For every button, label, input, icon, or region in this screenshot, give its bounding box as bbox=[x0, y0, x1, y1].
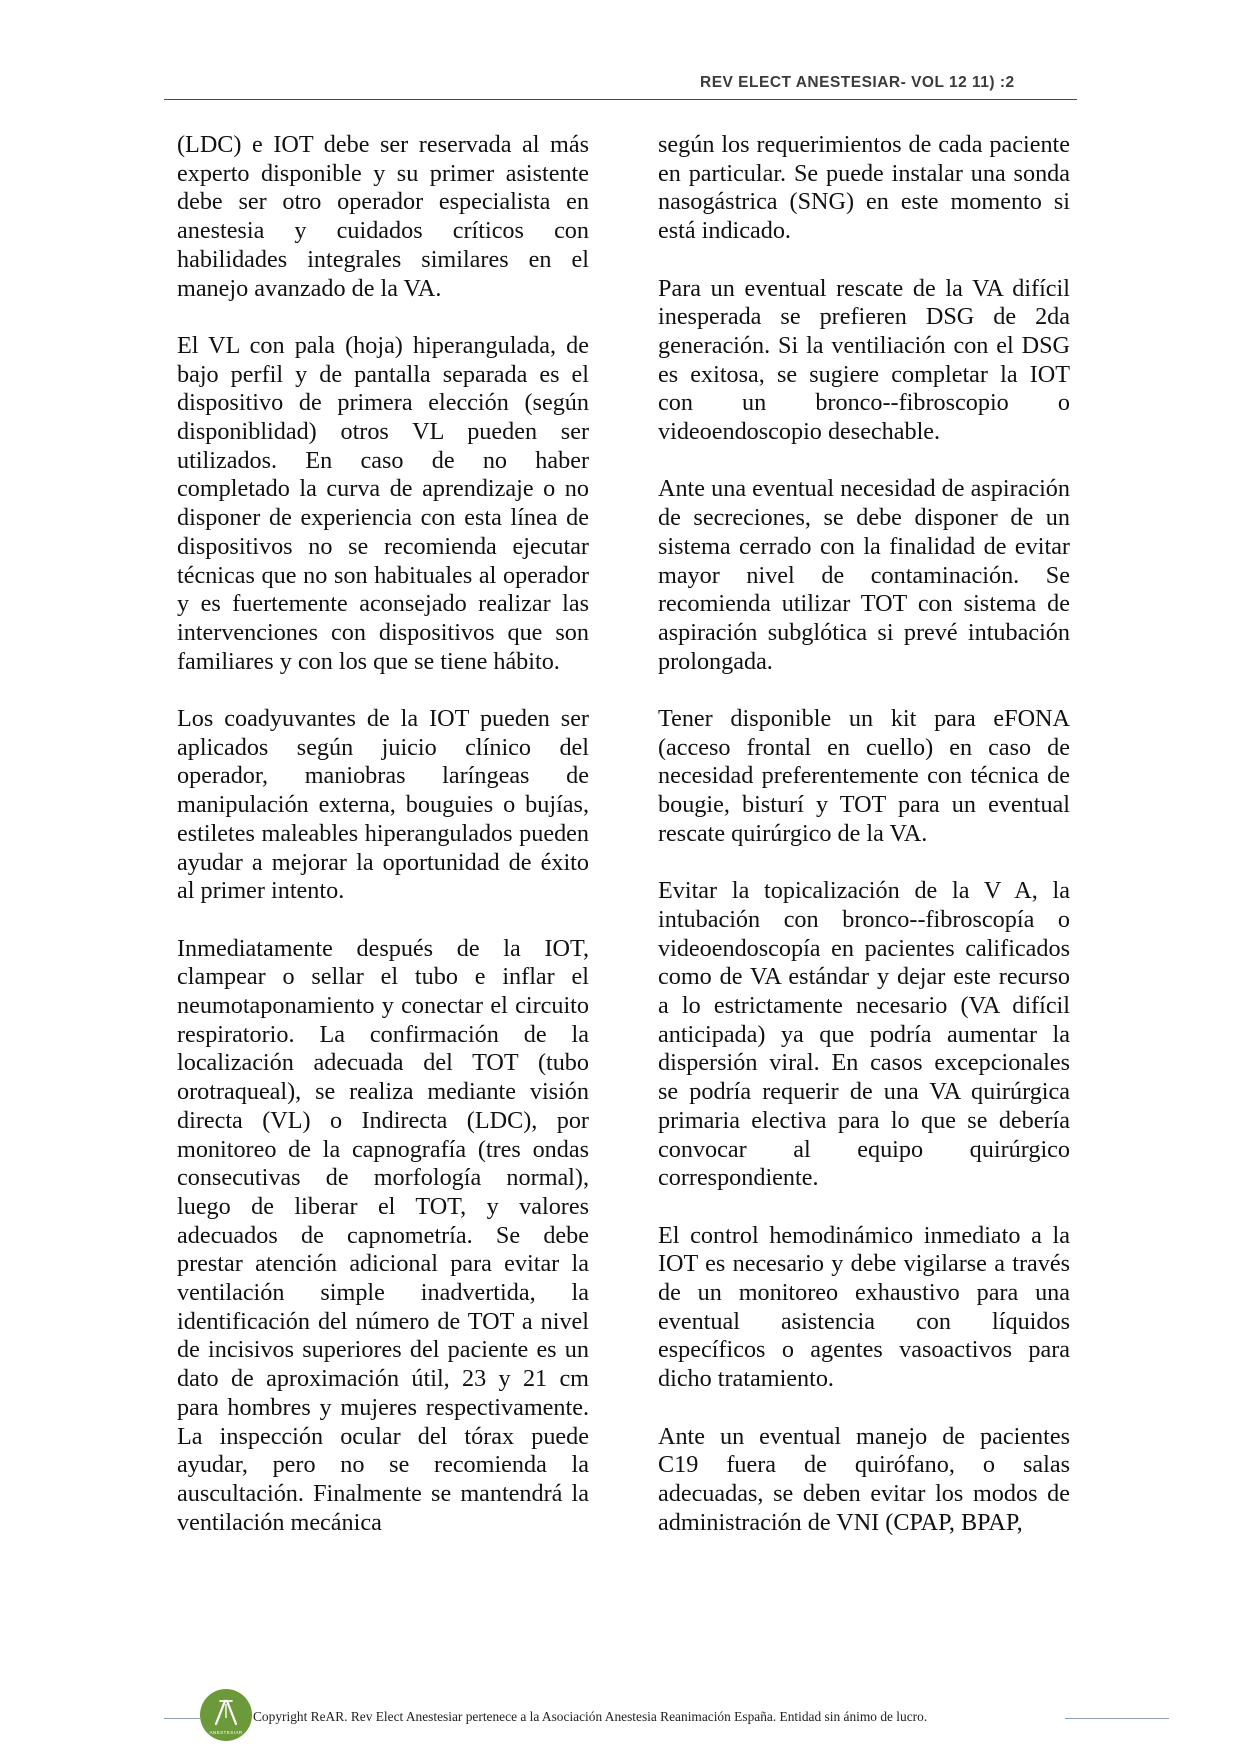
paragraph: El VL con pala (hoja) hiperangulada, de bajo perfil y de pantalla separada es el dispositivo de primera elección (según disponiblidad) otros VL pueden ser utilizados. En caso de no haber completado la curva de aprendizaje o no disponer de experiencia con esta línea de dispositivos no se recomienda ejecutar técnicas que no son habituales al operador y es fuertemente aconsejado realizar las intervenciones con dispositivos que son familiares y con los que se tiene hábito. bbox=[177, 331, 589, 675]
anestesiar-logo-icon bbox=[199, 1688, 253, 1742]
header-divider bbox=[164, 99, 1077, 100]
paragraph: Tener disponible un kit para eFONA (acceso frontal en cuello) en caso de necesidad preferentemente con técnica de bougie, bisturí y TOT para un eventual rescate quirúrgico de la VA. bbox=[658, 705, 1070, 847]
paragraph: Ante una eventual necesidad de aspiración de secreciones, se debe disponer de un sistema cerrado con la finalidad de evitar mayor nivel de contaminación. Se recomienda utilizar TOT con sistema de aspiración subglótica si prevé intubación prolongada. bbox=[658, 475, 1070, 675]
left-column bbox=[177, 131, 589, 1566]
paragraph: Ante un eventual manejo de pacientes C19 fuera de quirófano, o salas adecuadas, se deben evitar los modos de administración de VNI (CPAP, BPAP, bbox=[658, 1422, 1070, 1536]
footer-divider-left bbox=[164, 1718, 200, 1719]
paragraph: Inmediatamente después de la IOT, clampear o sellar el tubo e inflar el neumotaponamiento y conectar el circuito respiratorio. La confirmación de la localización adecuada del TOT (tubo orotraqueal), se realiza mediante visión directa (VL) o Indirecta (LDC), por monitoreo de la capnografía (tres ondas consecutivas de morfología normal), luego de liberar el TOT, y valores adecuados de capnometría. Se debe prestar atención adicional para evitar la ventilación simple inadvertida, la identificación del número de TOT a nivel de incisivos superiores del paciente es un dato de aproximación útil, 23 y 21 cm para hombres y mujeres respectivamente. La inspección ocular del tórax puede ayudar, pero no se recomienda la auscultación. Finalmente se mantendrá la ventilación mecánica bbox=[177, 934, 589, 1536]
paragraph: según los requerimientos de cada paciente en particular. Se puede instalar una sonda nasogástrica (SNG) en este momento si está indicado. bbox=[658, 131, 1070, 245]
paragraph: Para un eventual rescate de la VA difícil inesperada se prefieren DSG de 2da generación. Si la ventiliación con el DSG es exitosa, se sugiere completar la IOT con un bronco--fibroscopio o videoendoscopio desechable. bbox=[658, 274, 1070, 446]
right-column bbox=[658, 131, 1070, 1566]
paragraph: (LDC) e IOT debe ser reservada al más experto disponible y su primer asistente debe ser otro operador especialista en anestesia y cuidados críticos con habilidades integrales similares en el manejo avanzado de la VA. bbox=[177, 131, 589, 302]
paragraph: El control hemodinámico inmediato a la IOT es necesario y debe vigilarse a través de un monitoreo exhaustivo para una eventual asistencia con líquidos específicos o agentes vasoactivos para dicho tratamiento. bbox=[658, 1221, 1070, 1393]
svg-text:ANESTESIAR: ANESTESIAR bbox=[209, 1730, 243, 1735]
copyright-notice: Copyright ReAR. Rev Elect Anestesiar pertenece a la Asociación Anestesia Reanimación España. Entidad sin ánimo de lucro. bbox=[253, 1709, 928, 1724]
paragraph: Evitar la topicalización de la V A, la intubación con bronco--fibroscopía o videoendoscopía en pacientes calificados como de VA estándar y dejar este recurso a lo estrictamente necesario (VA difícil anticipada) ya que podría aumentar la dispersión viral. En casos excepcionales se podría requerir de una VA quirúrgica primaria electiva para lo que se debería convocar al equipo quirúrgico correspondiente. bbox=[658, 877, 1070, 1192]
running-header: REV ELECT ANESTESIAR- VOL 12 11) :2 bbox=[700, 74, 1015, 91]
paragraph: Los coadyuvantes de la IOT pueden ser aplicados según juicio clínico del operador, maniobras laríngeas de manipulación externa, bouguies o bujías, estiletes maleables hiperangulados pueden ayudar a mejorar la oportunidad de éxito al primer intento. bbox=[177, 705, 589, 905]
footer-divider-right bbox=[1065, 1718, 1169, 1719]
